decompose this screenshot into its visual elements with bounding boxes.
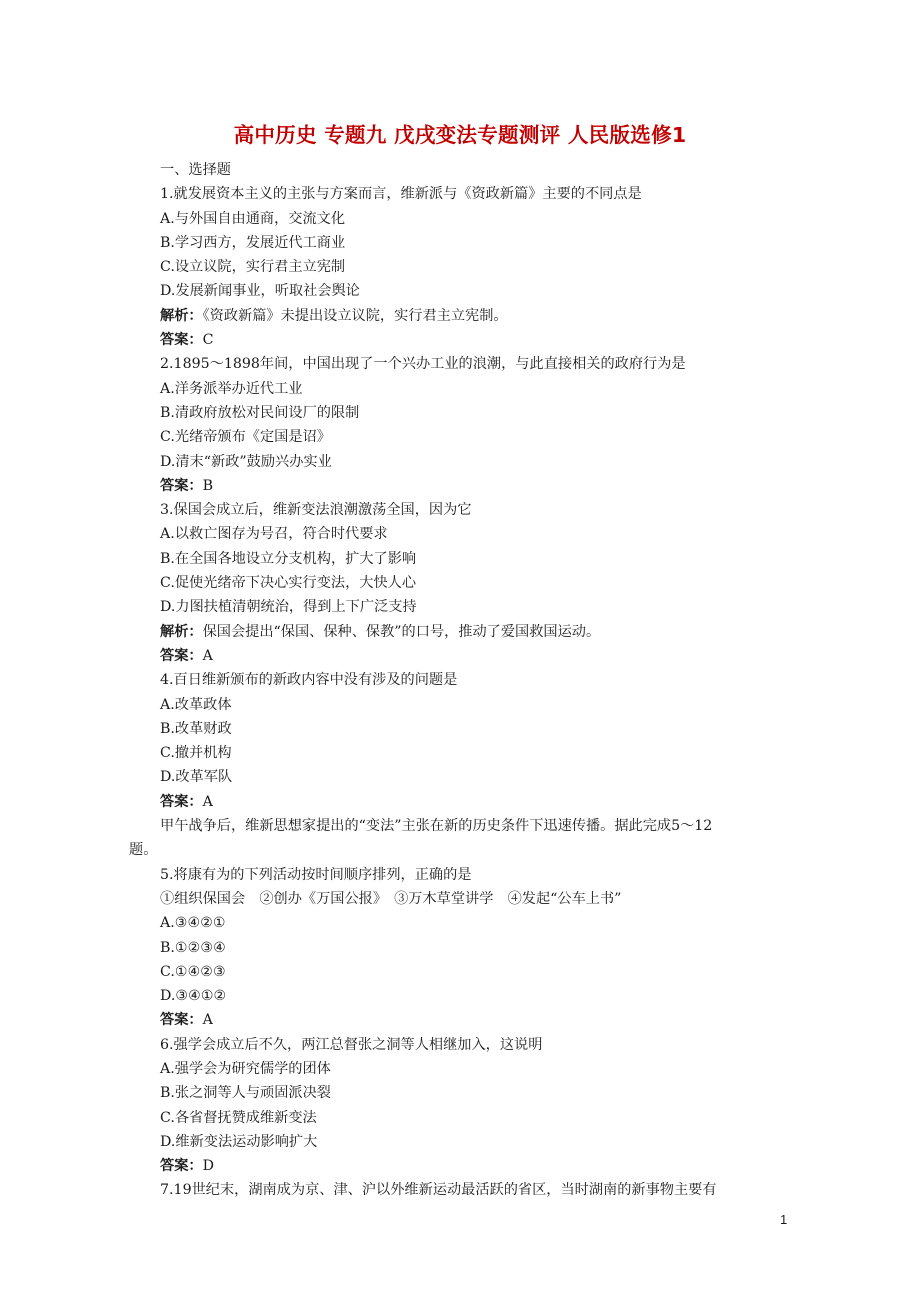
analysis bbox=[160, 620, 800, 644]
page-number: 1 bbox=[780, 1212, 788, 1227]
option: B.改革财政 bbox=[160, 720, 232, 737]
document-title: 高中历史 专题九 戊戌变法专题测评 人民版选修1 bbox=[233, 123, 687, 147]
option: A.强学会为研究儒学的团体 bbox=[160, 1060, 331, 1077]
answer bbox=[160, 790, 800, 814]
option: C.促使光绪帝下决心实行变法，大快人心 bbox=[160, 575, 417, 592]
answer-label: 答案： bbox=[160, 332, 203, 349]
option: B.清政府放松对民间设厂的限制 bbox=[160, 404, 360, 421]
answer bbox=[160, 474, 800, 498]
option: A.③④②① bbox=[160, 915, 226, 932]
option: D.清末“新政”鼓励兴办实业 bbox=[160, 453, 332, 470]
option: D.③④①② bbox=[160, 988, 227, 1005]
option: C.各省督抚赞成维新变法 bbox=[160, 1109, 317, 1126]
option: C.设立议院，实行君主立宪制 bbox=[160, 259, 346, 276]
group-intro-continued: 题。 bbox=[129, 842, 158, 859]
document-body bbox=[129, 158, 800, 1203]
analysis-label: 解析： bbox=[160, 307, 203, 324]
answer-value: A bbox=[202, 647, 213, 664]
answer-value: A bbox=[202, 793, 213, 810]
answer-label: 答案： bbox=[160, 793, 203, 810]
question-stem: 4.百日维新颁布的新政内容中没有涉及的问题是 bbox=[160, 672, 458, 689]
option: B.①②③④ bbox=[160, 939, 226, 956]
question-items: ①组织保国会 ②创办《万国公报》 ③万木草堂讲学 ④发起“公车上书” bbox=[160, 890, 622, 907]
option: D.发展新闻事业，听取社会舆论 bbox=[160, 283, 360, 300]
question-stem: 3.保国会成立后，维新变法浪潮激荡全国，因为它 bbox=[160, 502, 472, 519]
option: C.光绪帝颁布《定国是诏》 bbox=[160, 429, 331, 446]
question-stem: 2.1895～1898年间，中国出现了一个兴办工业的浪潮，与此直接相关的政府行为是 bbox=[160, 356, 686, 373]
analysis bbox=[160, 304, 800, 328]
option: D.改革军队 bbox=[160, 769, 233, 786]
group-intro: 甲午战争后，维新思想家提出的“变法”主张在新的历史条件下迅速传播。据此完成5～12 bbox=[160, 818, 713, 835]
answer-value: B bbox=[202, 477, 214, 494]
option: C.撤并机构 bbox=[160, 745, 232, 762]
answer-label: 答案： bbox=[160, 1012, 203, 1029]
answer-value: D bbox=[202, 1158, 214, 1175]
option: B.在全国各地设立分支机构，扩大了影响 bbox=[160, 550, 417, 567]
answer-label: 答案： bbox=[160, 477, 203, 494]
answer bbox=[160, 1008, 800, 1032]
answer-value: A bbox=[202, 1012, 213, 1029]
answer bbox=[160, 644, 800, 668]
question-stem: 6.强学会成立后不久，两江总督张之洞等人相继加入，这说明 bbox=[160, 1036, 543, 1053]
answer bbox=[160, 1154, 800, 1178]
option: D.维新变法运动影响扩大 bbox=[160, 1133, 318, 1150]
option: B.张之洞等人与顽固派决裂 bbox=[160, 1085, 331, 1102]
analysis-text: 保国会提出“保国、保种、保教”的口号，推动了爱国救国运动。 bbox=[202, 623, 601, 640]
answer bbox=[160, 328, 800, 352]
answer-value: C bbox=[202, 332, 214, 349]
option: A.改革政体 bbox=[160, 696, 232, 713]
option: C.①④②③ bbox=[160, 963, 226, 980]
section-heading: 一、选择题 bbox=[160, 162, 231, 178]
option: A.与外国自由通商，交流文化 bbox=[160, 210, 346, 227]
answer-label: 答案： bbox=[160, 647, 203, 664]
answer-label: 答案： bbox=[160, 1158, 203, 1175]
analysis-text: 《资政新篇》未提出设立议院，实行君主立宪制。 bbox=[202, 307, 508, 324]
option: D.力图扶植清朝统治，得到上下广泛支持 bbox=[160, 599, 417, 616]
question-stem: 5.将康有为的下列活动按时间顺序排列，正确的是 bbox=[160, 866, 472, 883]
option: A.洋务派举办近代工业 bbox=[160, 380, 303, 397]
analysis-label: 解析： bbox=[160, 623, 203, 640]
question-stem: 7.19世纪末，湖南成为京、津、沪以外维新运动最活跃的省区，当时湖南的新事物主要有 bbox=[160, 1182, 717, 1199]
question-stem: 1.就发展资本主义的主张与方案而言，维新派与《资政新篇》主要的不同点是 bbox=[160, 186, 642, 203]
option: B.学习西方，发展近代工商业 bbox=[160, 234, 346, 251]
option: A.以救亡图存为号召，符合时代要求 bbox=[160, 526, 388, 543]
